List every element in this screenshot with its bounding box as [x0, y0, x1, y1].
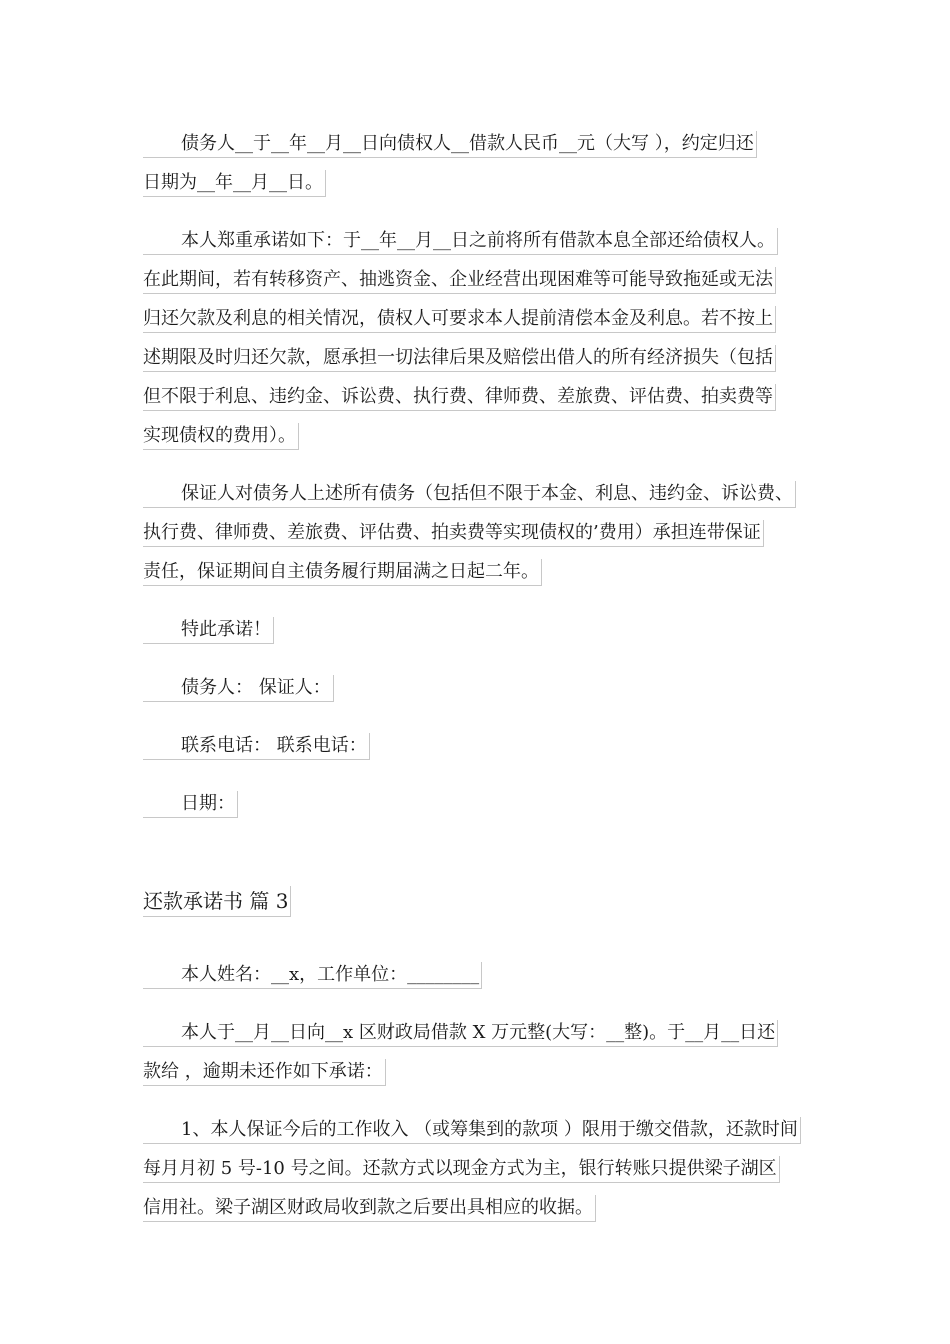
text-line: 在此期间，若有转移资产、抽逃资金、企业经营出现困难等可能导致拖延或无法: [143, 269, 773, 290]
text-line: 保证人对债务人上述所有债务（包括但不限于本金、利息、违约金、诉讼费、: [181, 483, 793, 504]
text-line: 每月月初 5 号-10 号之间。还款方式以现金方式为主，银行转账只提供梁子湖区: [143, 1158, 777, 1179]
paragraph-name-unit: [143, 955, 807, 994]
contact-phones: [143, 726, 807, 765]
paragraph-guarantor: [143, 474, 807, 591]
text-line: 1、本人保证今后的工作收入 （或筹集到的款项 ）限用于缴交借款，还款时间: [181, 1119, 798, 1140]
text-line: 款给 ，逾期未还作如下承诺：: [143, 1061, 383, 1082]
text-line: 归还欠款及利息的相关情况，债权人可要求本人提前清偿本金及利息。若不按上: [143, 308, 773, 329]
text-line: 述期限及时归还欠款，愿承担一切法律后果及赔偿出借人的所有经济损失（包括: [143, 347, 773, 368]
text-line: 债务人__于__年__月__日向债权人__借款人民币__元（大写 ），约定归还: [181, 133, 754, 154]
signature-parties: [143, 668, 807, 707]
paragraph-borrowing: [143, 1013, 807, 1091]
text-line: 信用社。梁子湖区财政局收到款之后要出具相应的收据。: [143, 1197, 593, 1218]
paragraph-promise: [143, 221, 807, 455]
text-line: 责任，保证期间自主债务履行期届满之日起二年。: [143, 561, 539, 582]
text-line: 联系电话： 联系电话：: [181, 735, 367, 756]
text-line: 日期为__年__月__日。: [143, 172, 323, 193]
text-line: 特此承诺！: [181, 619, 271, 640]
section-heading: [143, 884, 291, 918]
text-line: 本人郑重承诺如下：于__年__月__日之前将所有借款本息全部还给债权人。: [181, 230, 775, 251]
paragraph-hereby-promise: [143, 610, 807, 649]
paragraph-item-1: [143, 1110, 807, 1227]
date-line: [143, 784, 807, 823]
text-line: 本人于__月__日向__x 区财政局借款 X 万元整(大写：__整)。于__月__日还: [181, 1022, 776, 1043]
text-line: 债务人： 保证人：: [181, 677, 331, 698]
text-line: 实现债权的费用）。: [143, 425, 296, 446]
text-line: 执行费、律师费、差旅费、评估费、拍卖费等实现债权的’费用）承担连带保证: [143, 522, 761, 543]
text-line: 日期：: [181, 793, 235, 814]
heading-text: 还款承诺书 篇 3: [143, 889, 289, 913]
paragraph-loan-statement: [143, 124, 807, 202]
text-line: 但不限于利息、违约金、诉讼费、执行费、律师费、差旅费、评估费、拍卖费等: [143, 386, 773, 407]
text-line: 本人姓名：__x，工作单位：________: [181, 964, 480, 985]
